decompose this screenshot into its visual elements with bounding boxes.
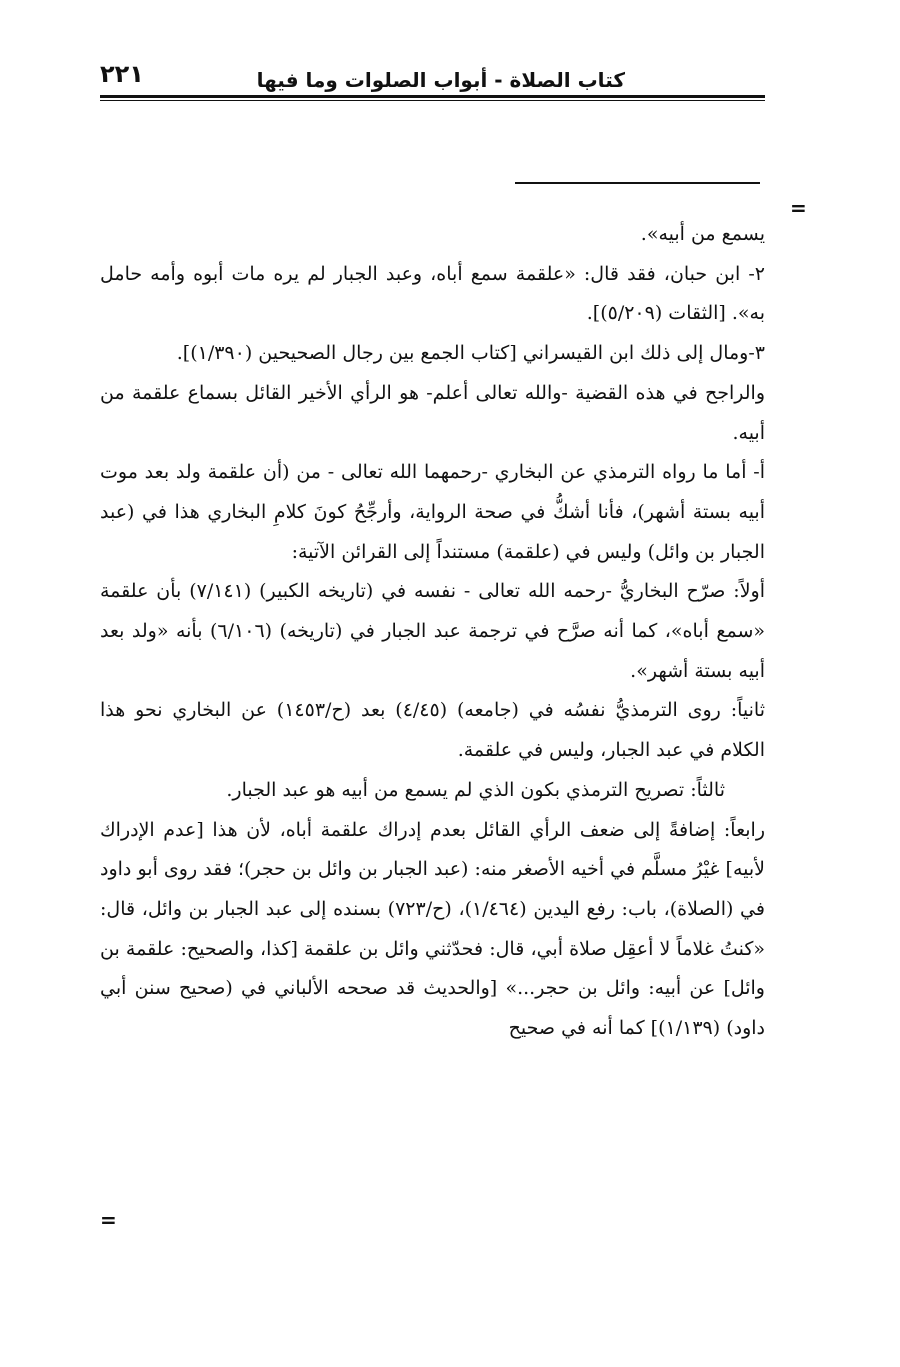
footnote-body (100, 215, 765, 1049)
continuation-mark-bottom: = (100, 1208, 117, 1232)
paragraph: رابعاً: إضافةً إلى ضعف الرأي القائل بعدم إدراك علقمة أباه، لأن هذا [عدم الإدراك لأبيه] غيْرُ مسلَّم في أخيه الأصغر منه: (عبد الجبار بن وائل بن حجر)؛ فقد روى أبو داود في (الصلاة)، باب: رفع اليدين (١/٤٦٤)، (ح/٧٢٣) بسنده إلى عبد الجبار بن وائل، قال: «كنتُ غلاماً لا أعقِل صلاة أبي، قال: فحدّثني وائل بن علقمة [كذا، والصحيح: علقمة بن وائل] عن أبيه: وائل بن حجر...» [والحديث قد صححه الألباني في (صحيح سنن أبي داود) (١/١٣٩)] كما أنه في صحيح (100, 818, 765, 1040)
paragraph: ٢- ابن حبان، فقد قال: «علقمة سمع أباه، وعبد الجبار لم يره مات أبوه وأمه حامل به». [الثقات (٥/٢٠٩)]. (100, 262, 765, 325)
paragraph: والراجح في هذه القضية -والله تعالى أعلم- هو الرأي الأخير القائل بسماع علقمة من أبيه. (100, 381, 765, 444)
paragraph: يسمع من أبيه». (640, 223, 765, 245)
paragraph: أ- أما ما رواه الترمذي عن البخاري -رحمهما الله تعالى - من (أن علقمة ولد بعد موت أبيه بستة أشهر)، فأنا أشكُّ في صحة الرواية، وأرجِّحُ كونَ كلامِ البخاري هذا في (عبد الجبار بن وائل) وليس في (علقمة) مستنداً إلى القرائن الآتية: (100, 461, 765, 563)
header-rule (100, 95, 765, 98)
paragraph: أولاً: صرّح البخاريُّ -رحمه الله تعالى - نفسه في (تاريخه الكبير) (٧/١٤١) بأن علقمة «سمع أباه»، كما أنه صرَّح في ترجمة عبد الجبار في (تاريخه) (٦/١٠٦) بأنه «ولد بعد أبيه بستة أشهر». (100, 580, 765, 682)
paragraph: ثالثاً: تصريح الترمذي بكون الذي لم يسمع من أبيه هو عبد الجبار. (226, 778, 725, 801)
page-header (100, 58, 765, 98)
header-rule-thin (100, 100, 765, 101)
paragraph: ثانياً: روى الترمذيُّ نفسُه في (جامعه) (٤/٤٥) بعد (ح/١٤٥٣) عن البخاري نحو هذا الكلام في عبد الجبار، وليس في علقمة. (100, 699, 765, 762)
paragraph: ٣-ومال إلى ذلك ابن القيسراني [كتاب الجمع بين رجال الصحيحين (١/٣٩٠)]. (176, 342, 765, 365)
footnote-separator (515, 182, 760, 184)
running-title: كتاب الصلاة - أبواب الصلوات وما فيها (256, 68, 625, 92)
page-number: ٢٢١ (100, 60, 144, 88)
continuation-mark-top: = (790, 196, 807, 220)
